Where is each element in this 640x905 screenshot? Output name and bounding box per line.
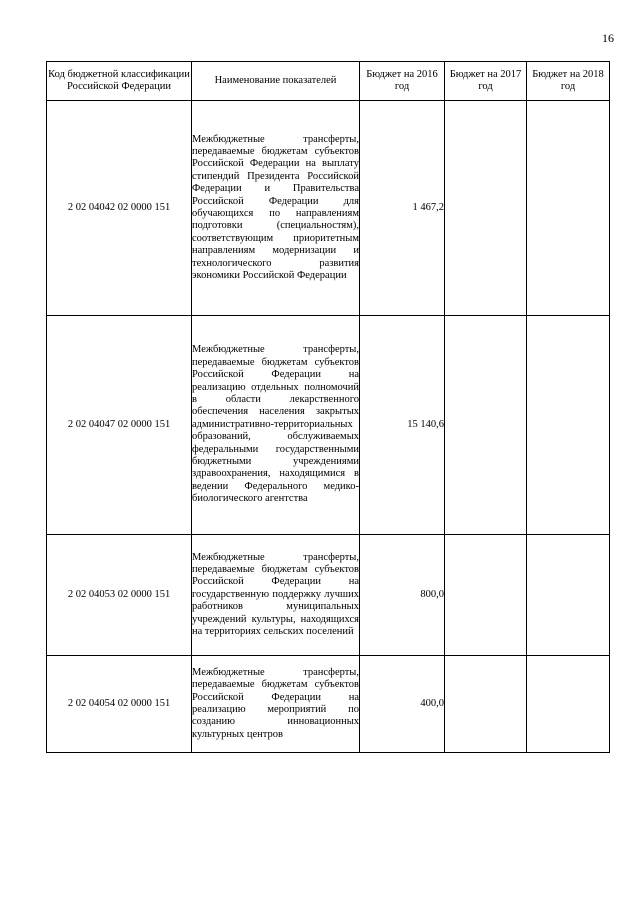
cell-budget-2016: 800,0 xyxy=(360,535,445,656)
header-code: Код бюджетной классификации Российской Федерации xyxy=(47,62,192,101)
cell-name-text: Межбюджетные трансферты, передаваемые бюджетам субъектов Российской Федерации на государственную поддержку лучших работников муниципальных учреждений культуры, находящихся на территориях сельских поселений xyxy=(192,551,359,638)
cell-budget-2016: 1 467,2 xyxy=(360,101,445,316)
header-name: Наименование показателей xyxy=(192,62,360,101)
table-row xyxy=(47,535,610,656)
header-budget-2016: Бюджет на 2016 год xyxy=(360,62,445,101)
cell-budget-2017 xyxy=(445,535,527,656)
cell-name xyxy=(192,316,360,535)
budget-table xyxy=(46,61,610,753)
cell-name xyxy=(192,101,360,316)
cell-budget-2018 xyxy=(527,656,610,753)
cell-budget-2016: 15 140,6 xyxy=(360,316,445,535)
cell-code: 2 02 04042 02 0000 151 xyxy=(47,101,192,316)
cell-name-text: Межбюджетные трансферты, передаваемые бюджетам субъектов Российской Федерации на реализацию отдельных полномочий в области лекарственного обеспечения населения закрытых административно-территориальных образований, обслуживаемых федеральными государственными бюджетными учреждениями здравоохранения, находящимися в ведении Федерального медико-биологического агентства xyxy=(192,344,359,505)
header-budget-2017: Бюджет на 2017 год xyxy=(445,62,527,101)
cell-code: 2 02 04047 02 0000 151 xyxy=(47,316,192,535)
cell-budget-2018 xyxy=(527,535,610,656)
cell-budget-2018 xyxy=(527,101,610,316)
page-number: 16 xyxy=(602,31,614,45)
table-header-row xyxy=(47,62,610,101)
cell-budget-2017 xyxy=(445,101,527,316)
cell-code: 2 02 04053 02 0000 151 xyxy=(47,535,192,656)
cell-code: 2 02 04054 02 0000 151 xyxy=(47,656,192,753)
cell-name xyxy=(192,535,360,656)
table-row xyxy=(47,656,610,753)
cell-budget-2016: 400,0 xyxy=(360,656,445,753)
cell-budget-2018 xyxy=(527,316,610,535)
cell-budget-2017 xyxy=(445,656,527,753)
cell-budget-2017 xyxy=(445,316,527,535)
table-row xyxy=(47,101,610,316)
table-row xyxy=(47,316,610,535)
cell-name-text: Межбюджетные трансферты, передаваемые бюджетам субъектов Российской Федерации на реализацию мероприятий по созданию инновационных культурных центров xyxy=(192,666,359,740)
header-budget-2018: Бюджет на 2018 год xyxy=(527,62,610,101)
cell-name xyxy=(192,656,360,753)
cell-name-text: Межбюджетные трансферты, передаваемые бюджетам субъектов Российской Федерации на выплату стипендий Президента Российской Федерации и Правительства Российской Федерации для обучающихся по направлениям подготовки (специальностям), соответствующим приоритетным направлениям модернизации и технологического развития экономики Российской Федерации xyxy=(192,133,359,282)
